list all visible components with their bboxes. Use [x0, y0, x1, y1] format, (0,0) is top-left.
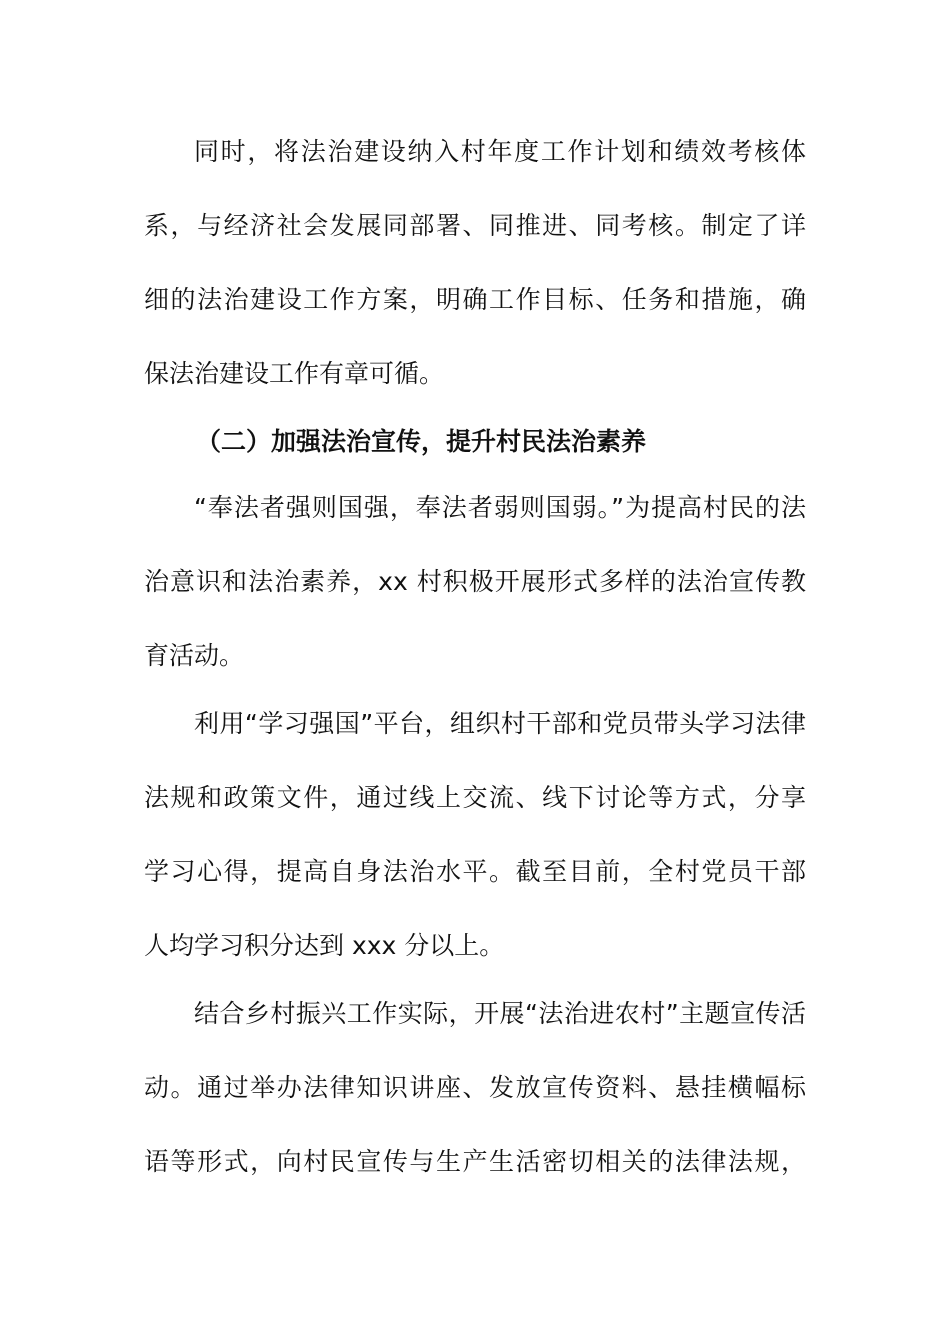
- paragraph-4-line-1: 结合乡村振兴工作实际，开展“法治进农村”主题宣传活: [194, 999, 806, 1028]
- paragraph-1-line-2: 系，与经济社会发展同部署、同推进、同考核。制定了详: [144, 211, 806, 240]
- paragraph-3-line-3: 学习心得，提高自身法治水平。截至目前，全村党员干部: [144, 857, 806, 886]
- paragraph-1-line-1: 同时，将法治建设纳入村年度工作计划和绩效考核体: [194, 137, 806, 166]
- paragraph-3-line-2: 法规和政策文件，通过线上交流、线下讨论等方式，分享: [144, 783, 806, 812]
- paragraph-4-line-2: 动。通过举办法律知识讲座、发放宣传资料、悬挂横幅标: [144, 1073, 806, 1102]
- paragraph-2-line-3: 育活动。: [144, 641, 245, 670]
- paragraph-2-line-1: “奉法者强则国强，奉法者弱则国弱。”为提高村民的法: [194, 493, 806, 522]
- paragraph-3-line-1: 利用“学习强国”平台，组织村干部和党员带头学习法律: [194, 709, 806, 738]
- paragraph-1-line-3: 细的法治建设工作方案，明确工作目标、任务和措施，确: [144, 285, 806, 314]
- paragraph-2-line-2: 治意识和法治素养，xx 村积极开展形式多样的法治宣传教: [144, 567, 806, 596]
- paragraph-4-line-3: 语等形式，向村民宣传与生产生活密切相关的法律法规，: [144, 1147, 806, 1176]
- section-heading: （二）加强法治宣传，提升村民法治素养: [196, 427, 647, 456]
- paragraph-1-line-4: 保法治建设工作有章可循。: [144, 359, 445, 388]
- paragraph-3-line-4: 人均学习积分达到 xxx 分以上。: [144, 931, 505, 960]
